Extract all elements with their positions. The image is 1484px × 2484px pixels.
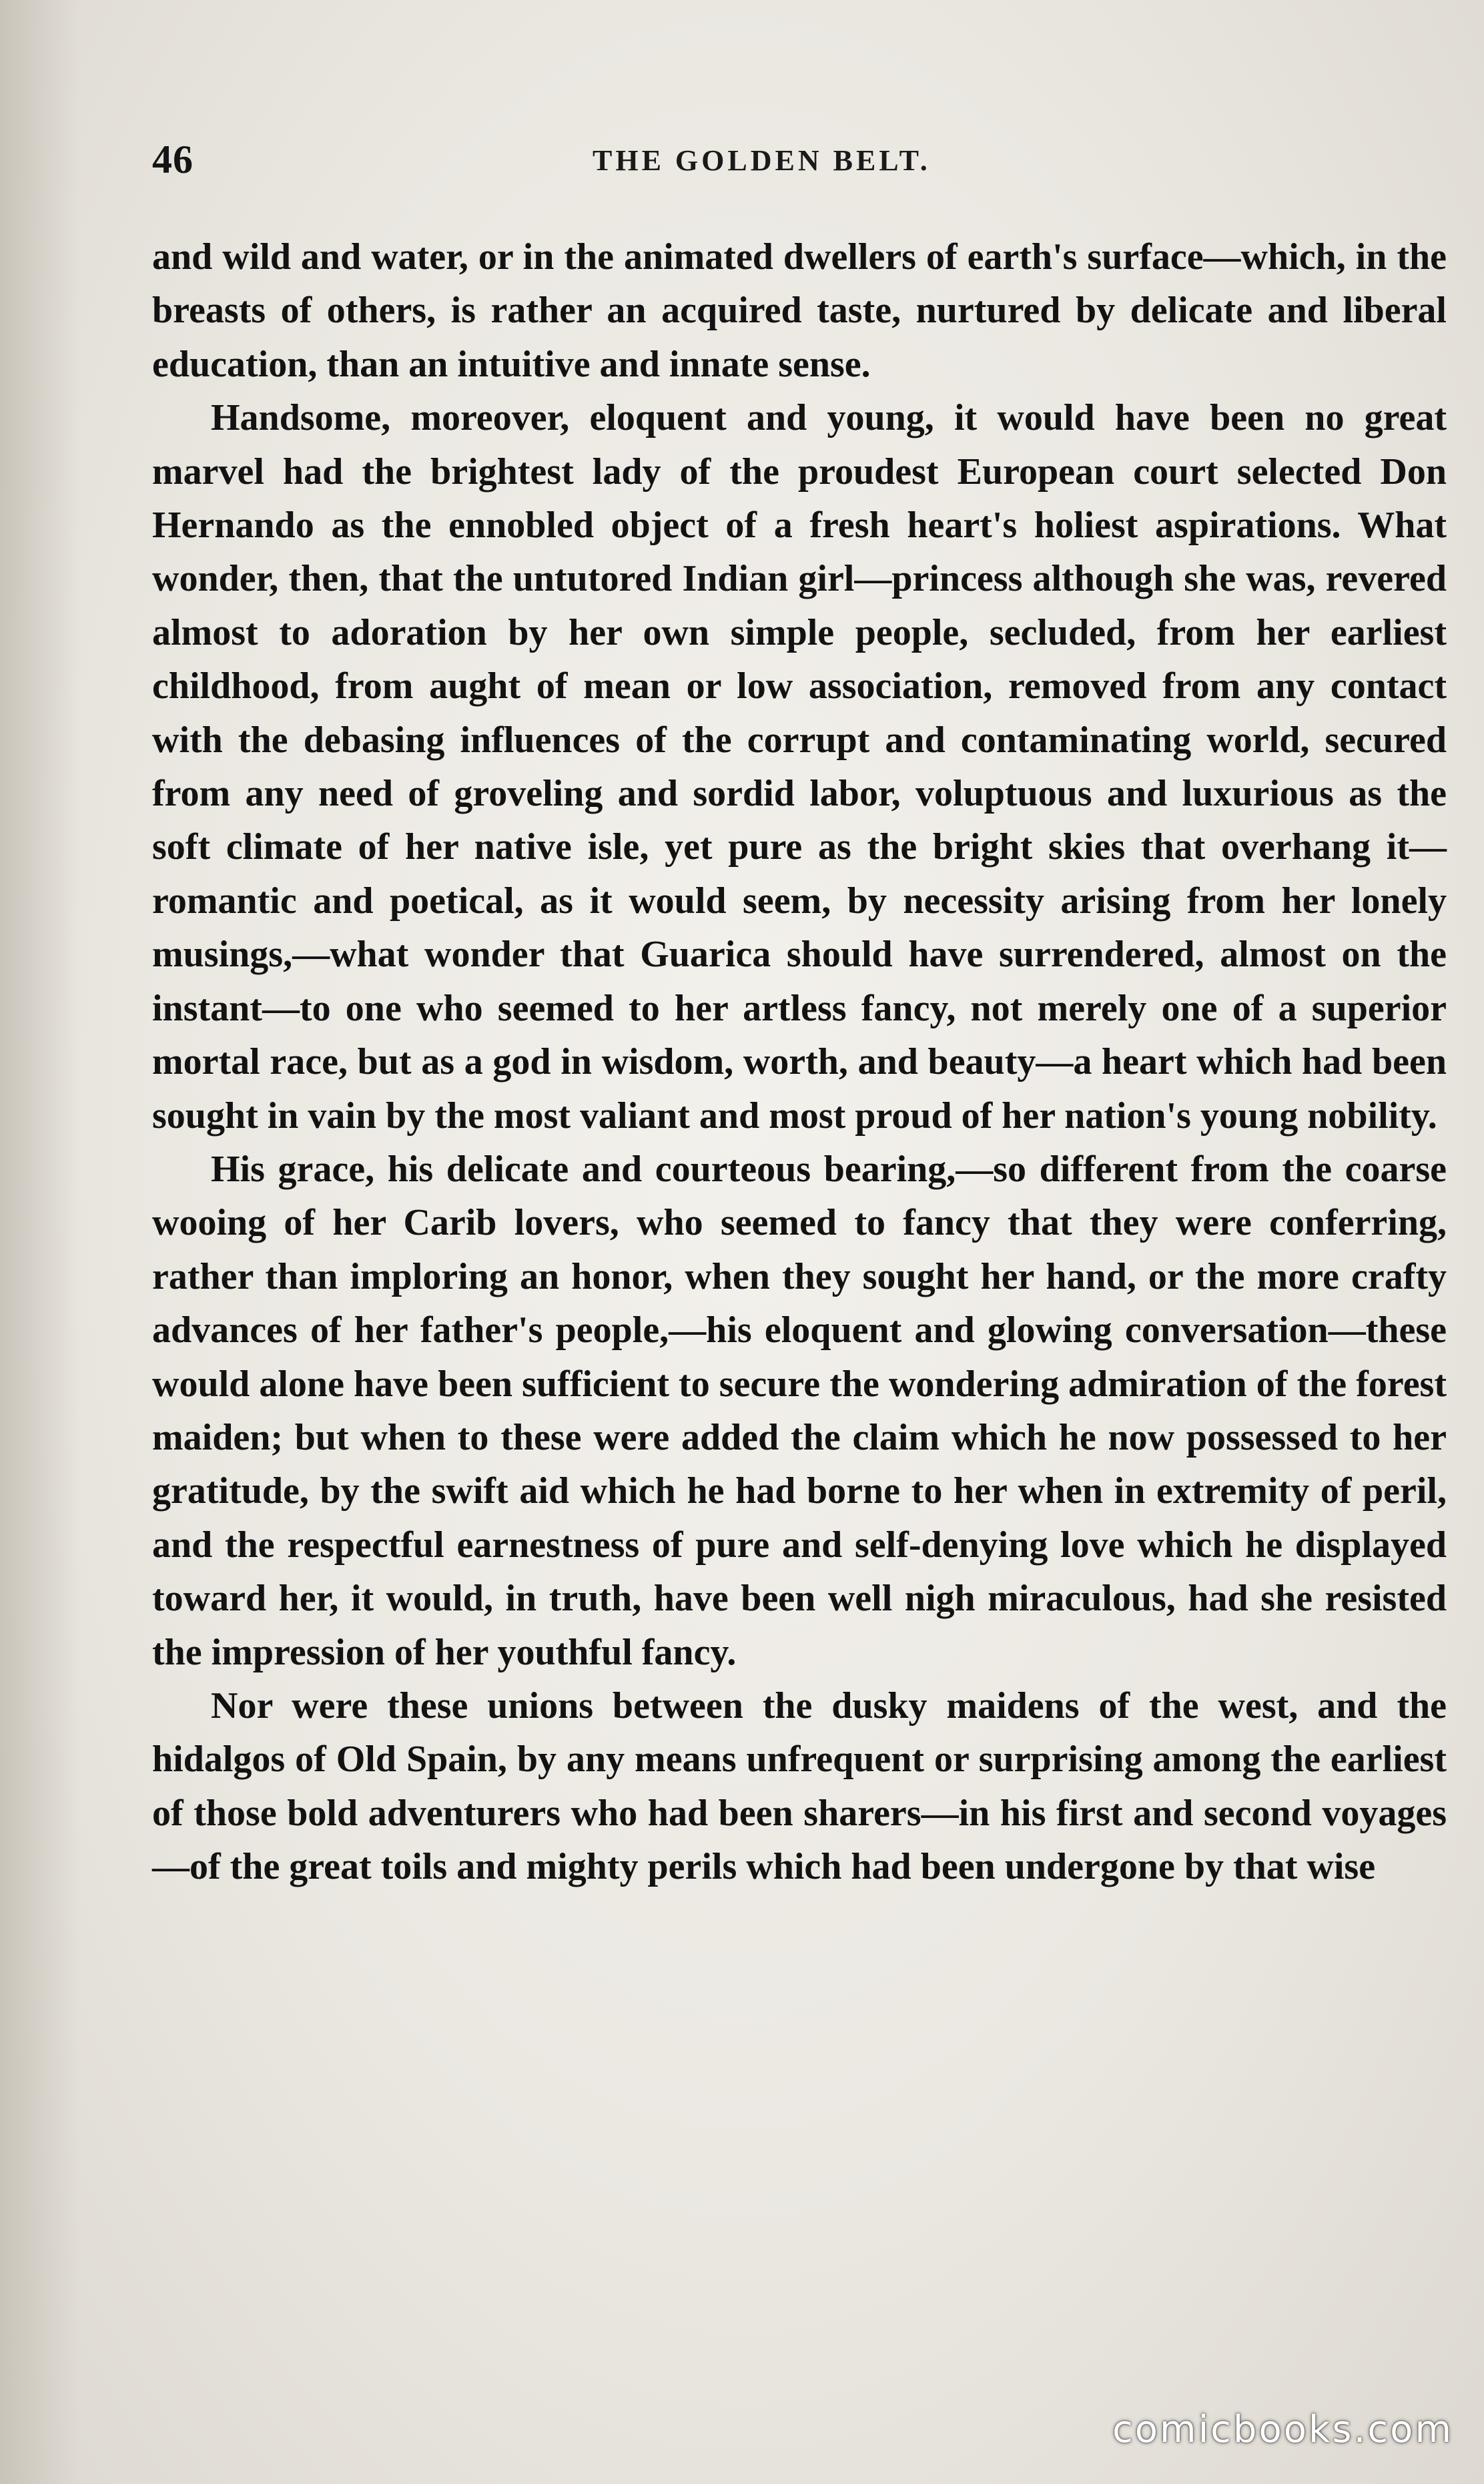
paragraph: Nor were these unions between the dusky maidens of the west, and the hidalgos of Old Spain, by any means unfrequent or surprising among the earliest of those bold adventurers who had been sharers—in his first and second voyages—of the great toils and mighty perils which had been undergone by that wise — [152, 1684, 1447, 1888]
paragraph: His grace, his delicate and courteous bearing,—so different from the coarse wooing of her Carib lovers, who seemed to fancy that they were conferring, rather than imploring an honor, when they sought her hand, or the more crafty advances of her father's people,—his eloquent and glowing conversation—these would alone have been sufficient to secure the wondering admiration of the forest maiden; but when to these were added the claim which he now possessed to her gratitude, by the swift aid which he had borne to her when in extremity of peril, and the respectful earnestness of pure and self-denying love which he displayed toward her, it would, in truth, have been well nigh miraculous, had she resisted the impression of her youthful fancy. — [152, 1148, 1447, 1673]
body-text — [152, 230, 1447, 1894]
paragraph: Handsome, moreover, eloquent and young, it would have been no great marvel had the brightest lady of the proudest European court selected Don Hernando as the ennobled object of a fresh heart's holiest aspirations. What wonder, then, that the untutored Indian girl—princess although she was, revered almost to adoration by her own simple people, secluded, from her earliest childhood, from aught of mean or low association, removed from any contact with the debasing influences of the corrupt and contaminating world, secured from any need of groveling and sordid labor, voluptuous and luxurious as the soft climate of her native isle, yet pure as the bright skies that overhang it—romantic and poetical, as it would seem, by necessity arising from her lonely musings,—what wonder that Guarica should have surrendered, almost on the instant—to one who seemed to her artless fancy, not merely one of a superior mortal race, but as a god in wisdom, worth, and beauty—a heart which had been sought in vain by the most valiant and most proud of her nation's young nobility. — [152, 397, 1447, 1137]
spine-shadow — [0, 0, 80, 2484]
page-number: 46 — [152, 137, 194, 182]
watermark-logo: comicbooks.com — [1112, 2408, 1453, 2451]
paragraph-continued: and wild and water, or in the animated dwellers of earth's surface—which, in the breasts of others, is rather an acquired taste, nurtured by delicate and liberal education, than an intuitive and innate sense. — [152, 236, 1447, 385]
running-head — [152, 137, 1450, 190]
running-title: THE GOLDEN BELT. — [593, 144, 931, 177]
